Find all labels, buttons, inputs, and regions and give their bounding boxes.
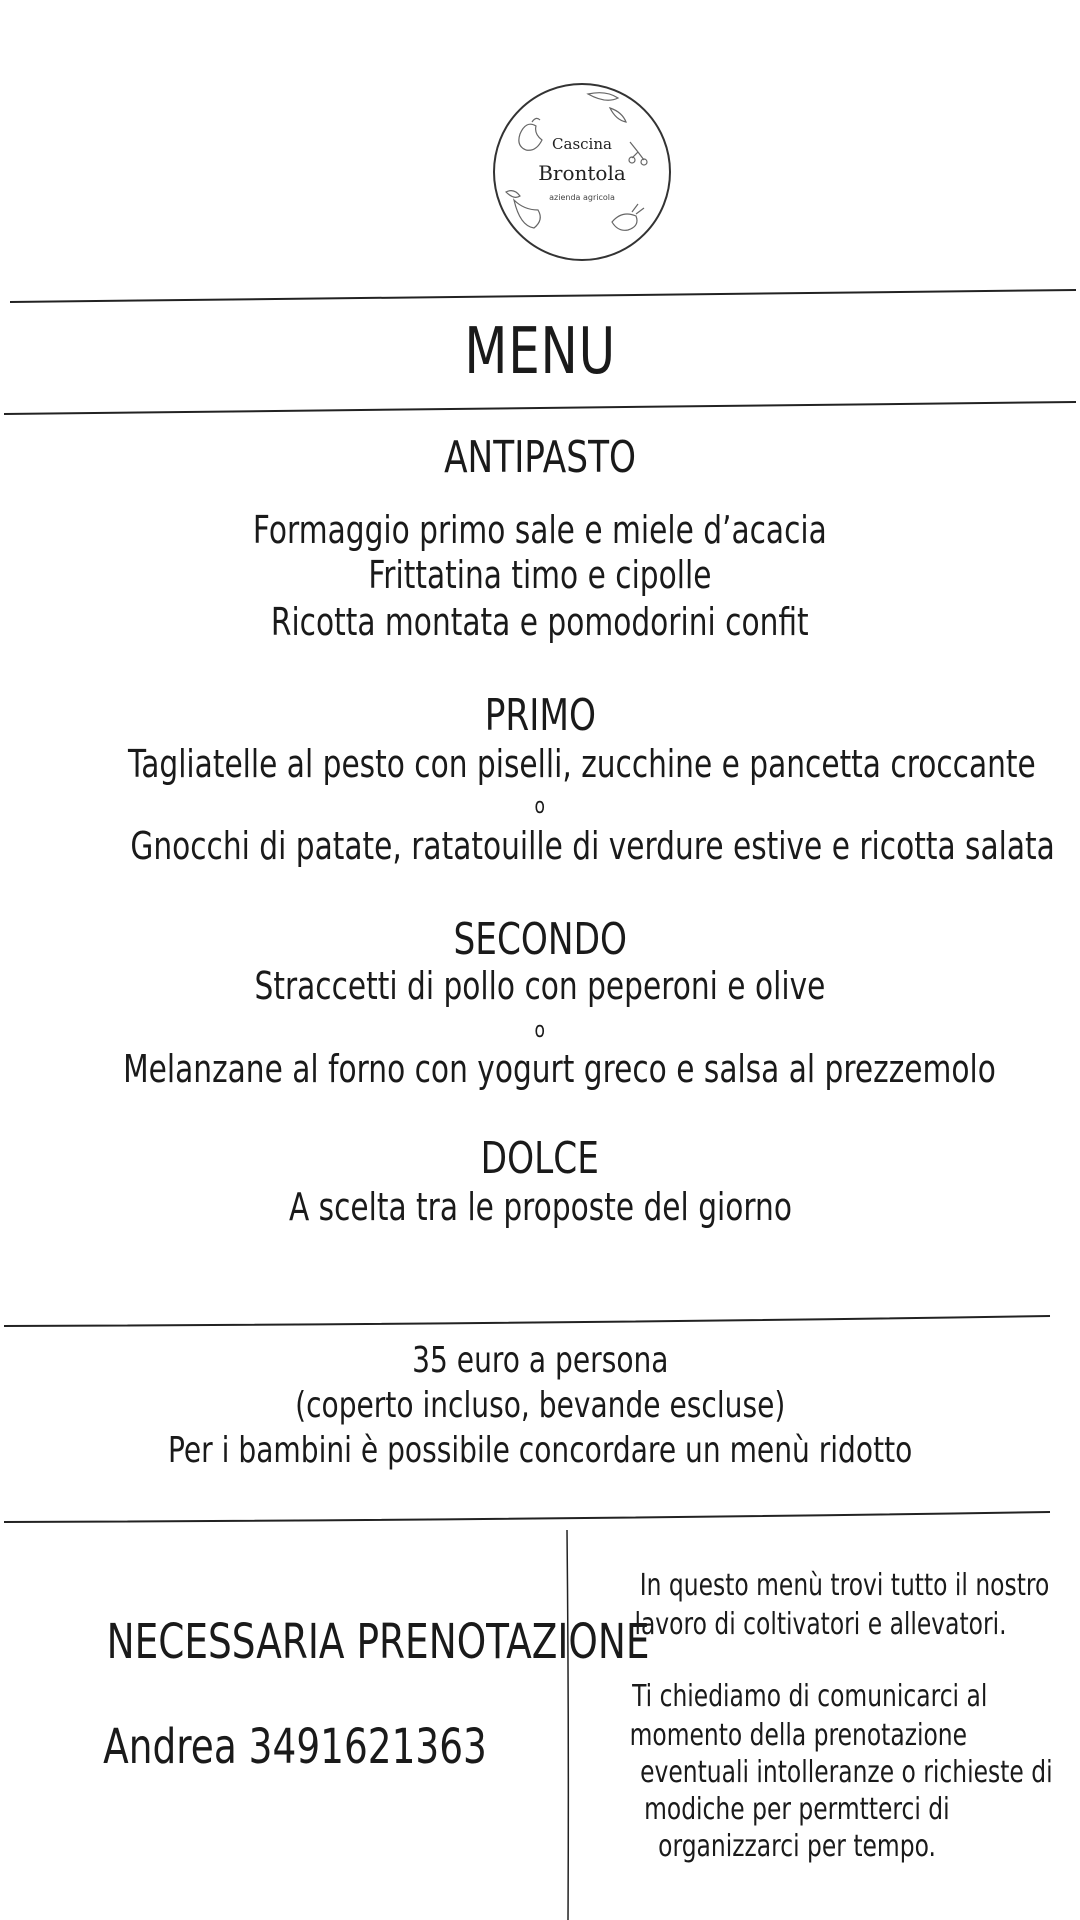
cascina-brontola-logo [492,82,672,262]
info-line: Ti chiediamo di comunicarci al [632,1679,988,1714]
info-line: eventuali intolleranze o richieste di [640,1755,1053,1790]
pricing-divider-top [0,1312,1080,1336]
dish-item: Melanzane al forno con yogurt greco e salsa al prezzemolo [123,1047,996,1091]
dish-item: Frittatina timo e cipolle [368,553,712,597]
info-line: momento della prenotazione [629,1718,968,1753]
price-per-person: 35 euro a persona [411,1340,669,1381]
logo-line-brontola: Brontola [538,161,626,185]
info-line: In questo menù trovi tutto il nostro [639,1568,1050,1603]
section-heading-antipasto: ANTIPASTO [444,432,636,483]
dish-separator-or: o [534,1018,546,1043]
dish-item: Straccetti di pollo con peperoni e olive [254,964,826,1008]
section-heading-dolce: DOLCE [480,1133,600,1184]
column-divider [565,1530,571,1920]
children-note: Per i bambini è possibile concordare un menù ridotto [167,1430,913,1471]
top-divider [0,286,1080,310]
section-heading-secondo: SECONDO [453,914,627,965]
dish-item: Formaggio primo sale e miele d’acacia [253,508,827,552]
info-line: organizzarci per tempo. [658,1829,936,1864]
info-line: lavoro di coltivatori e allevatori. [634,1607,1007,1642]
dish-separator-or: o [534,794,546,819]
dish-item: Tagliatelle al pesto con piselli, zucchine e pancetta croccante [128,742,1036,786]
section-heading-primo: PRIMO [484,690,596,741]
logo-line-azienda: azienda agricola [549,193,615,202]
menu-title: MENU [464,315,616,389]
dish-item: A scelta tra le proposte del giorno [288,1185,792,1229]
info-line: modiche per permtterci di [644,1792,950,1827]
booking-contact-phone[interactable]: Andrea 3491621363 [103,1719,487,1775]
price-note: (coperto incluso, bevande escluse) [294,1385,786,1426]
logo-line-cascina: Cascina [552,135,612,153]
dish-item: Ricotta montata e pomodorini confit [271,600,809,644]
pricing-divider-bottom [0,1508,1080,1532]
title-divider [0,398,1080,422]
dish-item: Gnocchi di patate, ratatouille di verdure estive e ricotta salata [130,824,1055,868]
booking-required-label: NECESSARIA PRENOTAZIONE [106,1614,650,1670]
